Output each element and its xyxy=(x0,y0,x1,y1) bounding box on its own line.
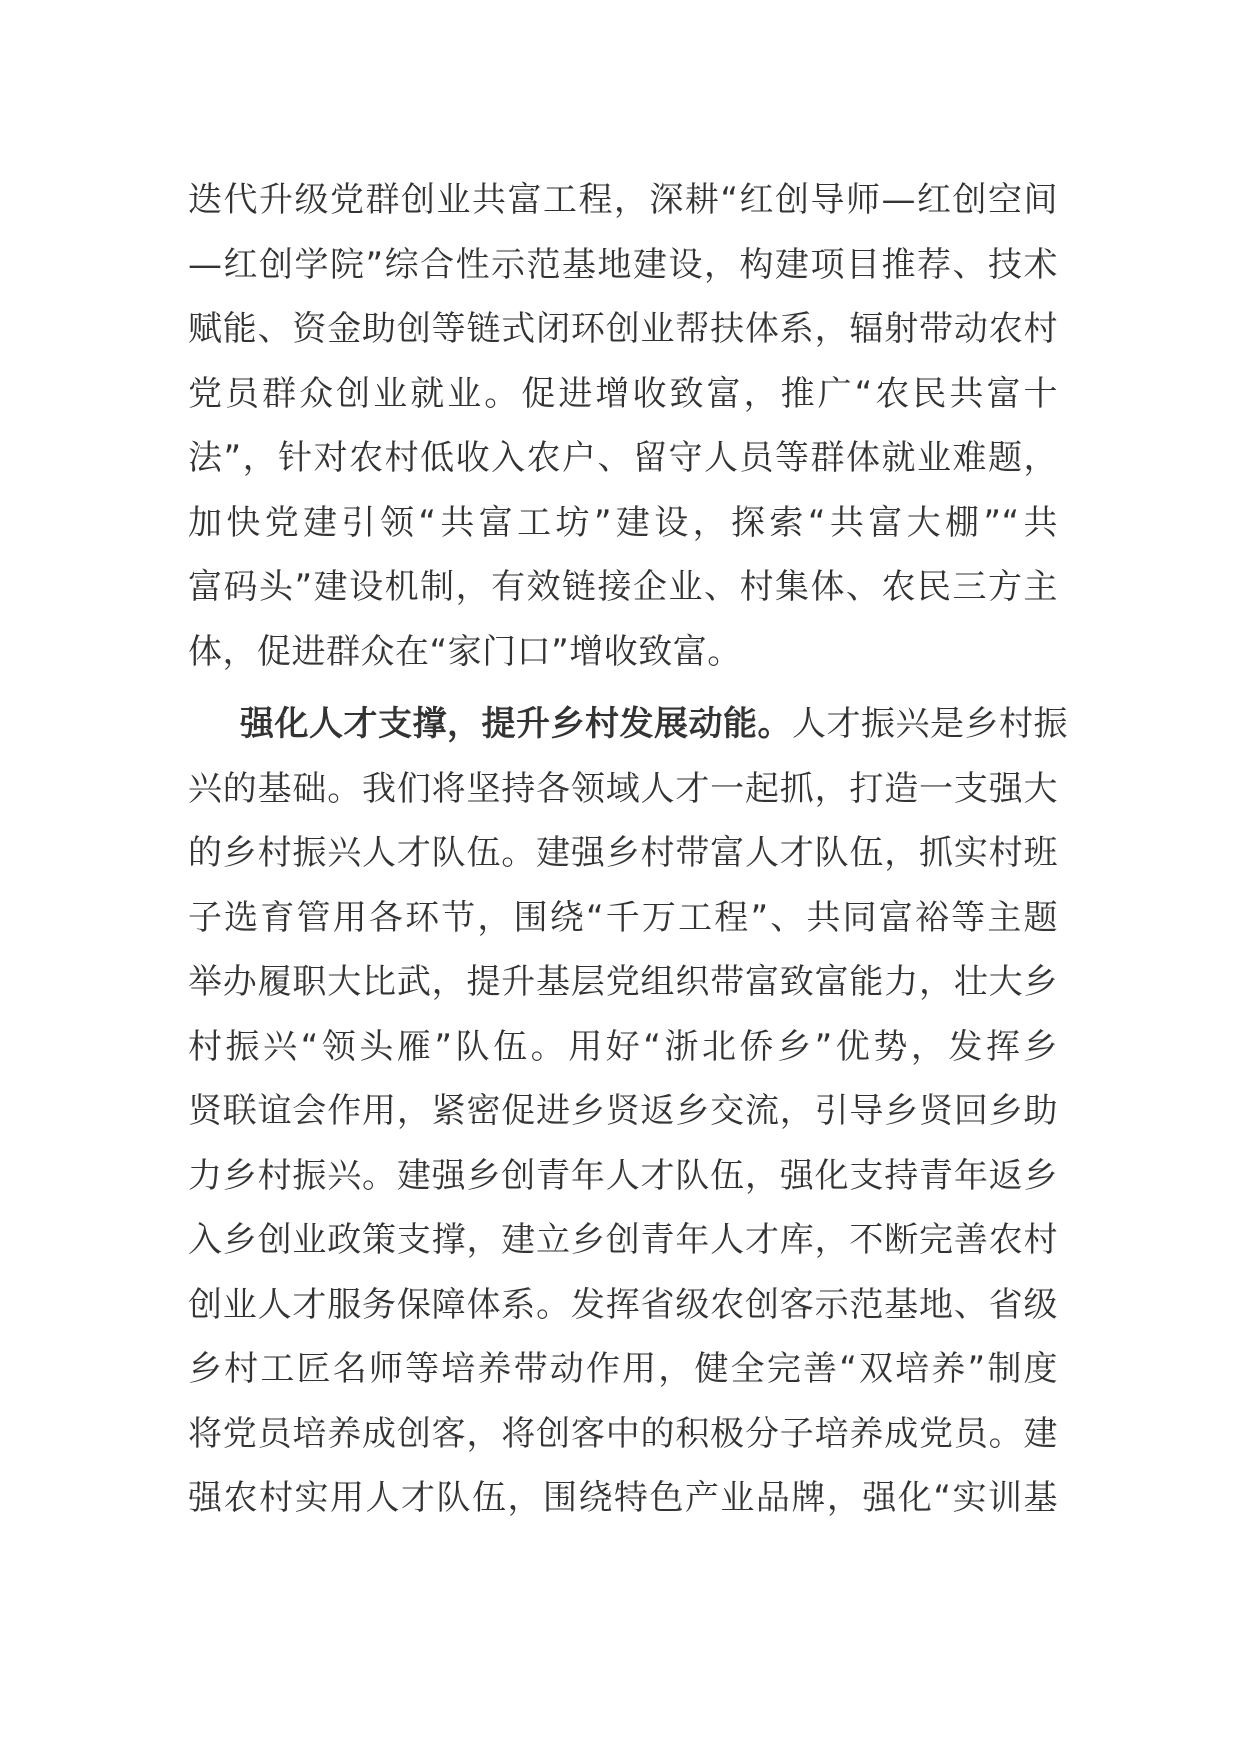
paragraph-lead-text: 人才振兴是乡村振 xyxy=(792,704,1068,744)
text-line: 举办履职大比武，提升基层党组织带富致富能力，壮大乡 xyxy=(188,962,1058,1002)
document-body xyxy=(188,168,1068,1531)
text-line: 入乡创业政策支撑，建立乡创青年人才库，不断完善农村 xyxy=(188,1220,1058,1260)
text-line: —红创学院”综合性示范基地建设，构建项目推荐、技术 xyxy=(188,244,1058,285)
text-line: 村振兴“领头雁”队伍。用好“浙北侨乡”优势，发挥乡 xyxy=(188,1026,1058,1067)
paragraph-2 xyxy=(188,692,1068,1531)
text-line: 法”，针对农村低收入农户、留守人员等群体就业难题， xyxy=(188,438,1058,478)
paragraph-heading: 强化人才支撑，提升乡村发展动能。 xyxy=(240,704,792,744)
text-line: 体，促进群众在“家门口”增收致富。 xyxy=(188,631,742,672)
text-line: 赋能、资金助创等链式闭环创业帮扶体系，辐射带动农村 xyxy=(188,309,1058,349)
text-line: 将党员培养成创客，将创客中的积极分子培养成党员。建 xyxy=(188,1413,1058,1454)
text-line: 富码头”建设机制，有效链接企业、村集体、农民三方主 xyxy=(188,567,1058,607)
text-line: 党员群众创业就业。促进增收致富，推广“农民共富十 xyxy=(188,373,1058,414)
paragraph-1 xyxy=(188,168,1058,684)
text-line: 力乡村振兴。建强乡创青年人才队伍，强化支持青年返乡 xyxy=(188,1155,1058,1196)
text-line: 强农村实用人才队伍，围绕特色产业品牌，强化“实训基 xyxy=(188,1478,1058,1518)
paragraph-spacer xyxy=(188,684,1058,692)
text-line: 的乡村振兴人才队伍。建强乡村带富人才队伍，抓实村班 xyxy=(188,833,1058,873)
text-line: 创业人才服务保障体系。发挥省级农创客示范基地、省级 xyxy=(188,1284,1058,1325)
paragraph-first-line xyxy=(188,692,1068,757)
text-line: 子选育管用各环节，围绕“千万工程”、共同富裕等主题 xyxy=(188,897,1058,938)
text-line: 兴的基础。我们将坚持各领域人才一起抓，打造一支强大 xyxy=(188,768,1058,809)
text-line: 迭代升级党群创业共富工程，深耕“红创导师—红创空间 xyxy=(188,180,1058,220)
text-line: 乡村工匠名师等培养带动作用，健全完善“双培养”制度 xyxy=(188,1349,1058,1389)
text-line: 加快党建引领“共富工坊”建设，探索“共富大棚”“共 xyxy=(188,502,1058,543)
text-line: 贤联谊会作用，紧密促进乡贤返乡交流，引导乡贤回乡助 xyxy=(188,1091,1058,1131)
